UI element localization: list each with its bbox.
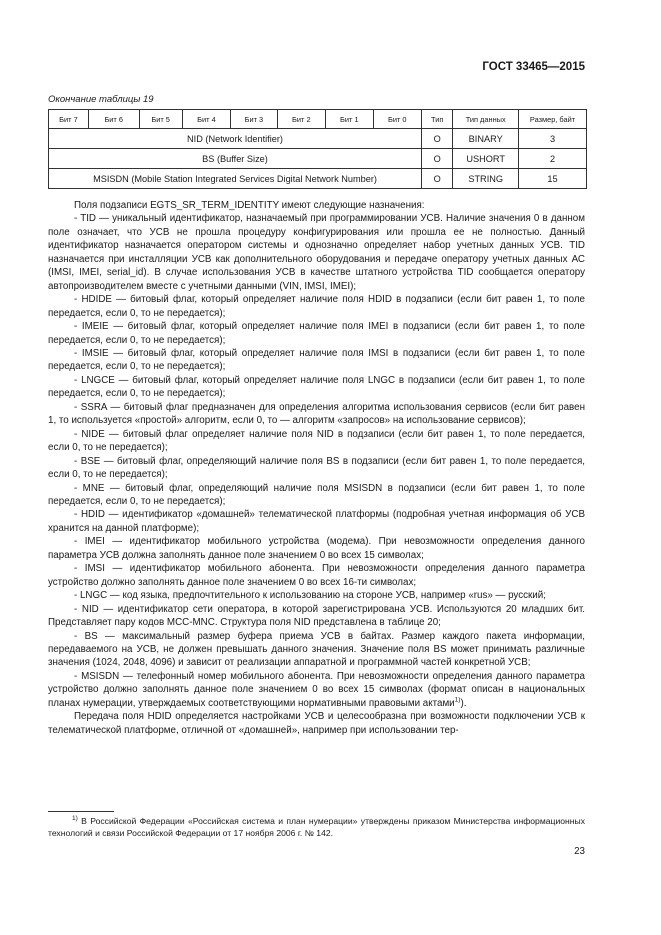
col-header: Бит 0 — [373, 110, 422, 129]
footnote-mark: 1) — [72, 815, 78, 823]
col-header: Бит 2 — [277, 110, 326, 129]
table-header-row — [49, 110, 587, 129]
paragraph: Поля подзаписи EGTS_SR_TERM_IDENTITY имеют следующие назначения: — [74, 200, 425, 211]
standard-header: ГОСТ 33465—2015 — [482, 61, 585, 73]
body-text — [48, 199, 585, 737]
paragraph: - SSRA — битовый флаг предназначен для определения алгоритма использования сервисов (если бит равен 1, то используется «простой» алгоритм, если 0, то — алгоритм «запросов» на использование сервисов); — [48, 401, 585, 427]
col-header: Бит 1 — [326, 110, 373, 129]
table-row — [49, 169, 587, 189]
col-header: Тип — [422, 110, 453, 129]
col-header: Бит 4 — [182, 110, 231, 129]
col-header: Бит 6 — [88, 110, 139, 129]
col-header: Бит 3 — [231, 110, 277, 129]
paragraph: - MNE — битовый флаг, определяющий наличие поля MSISDN в подзаписи (если бит равен 1, то поле передается, если 0, то не передается); — [48, 482, 585, 507]
footnote-text: В Российской Федерации «Российская система и план нумерации» утверждены приказом Министерства информационных технологий и связи Российской Федерации от 17 ноября 2006 г. № 142. — [48, 816, 585, 838]
paragraph: - IMSIE — битовый флаг, который определяет наличие поля IMSI в подзаписи (если бит равен 1, то поле передается, если 0, то не передается); — [48, 347, 585, 373]
paragraph: - TID — уникальный идентификатор, назначаемый при программировании УСВ. Наличие значения 0 в данном поле означает, что УСВ не прошла процедуру конфигурирования или прошла ее не полностью. Данный идентификатор назначается оператором системы и однозначно определяет набор учетных данных УСВ. TID назначается при инсталляции УСВ как дополнительного оборудования и передаче оператору учетных данных АС (IMSI, IMEI, serial_id). В случае использования УСВ в качестве штатного устройства TID сообщается оператору автопроизводителем вместе с учетными данными (VIN, IMSI, IMEI); — [48, 213, 585, 292]
field-data-type: STRING — [453, 169, 519, 189]
paragraph: - LNGCE — битовый флаг, который определяет наличие поля LNGC в подзаписи (если бит равен 1, то поле передается, если 0, то не передается); — [48, 374, 585, 400]
field-size: 2 — [519, 149, 587, 169]
table-caption: Окончание таблицы 19 — [48, 94, 154, 105]
field-type: O — [422, 149, 453, 169]
paragraph: - HDIDE — битовый флаг, который определяет наличие поля HDID в подзаписи (если бит равен 1, то поле передается, если 0, то не передается); — [48, 294, 585, 319]
paragraph: - IMSI — идентификатор мобильного абонента. При невозможности определения данного параметра устройство должно заполнять данное поле значением 0 во всех 16-ти символах; — [48, 563, 585, 588]
paragraph: - BSE — битовый флаг, определяющий наличие поля BS в подзаписи (если бит равен 1, то поле передается, если 0, то не передается); — [48, 455, 585, 481]
field-name: NID (Network Identifier) — [49, 129, 422, 149]
field-data-type: USHORT — [453, 149, 519, 169]
paragraph: - NID — идентификатор сети оператора, в которой зарегистрирована УСВ. Используются 20 младших бит. Представляет пару кодов MCC-MNC. Структура поля NID представлена в таблице 20; — [48, 603, 585, 629]
col-header: Бит 5 — [139, 110, 182, 129]
paragraph: - NIDE — битовый флаг определяет наличие поля NID в подзаписи (если бит равен 1, то поле передается, если 0, то не передается); — [48, 428, 585, 454]
field-size: 3 — [519, 129, 587, 149]
page-number: 23 — [574, 846, 585, 857]
paragraph: - IMEIE — битовый флаг, который определяет наличие поля IMEI в подзаписи (если бит равен 1, то поле передается, если 0, то не передается); — [48, 321, 585, 346]
footnote — [48, 815, 585, 839]
field-type: O — [422, 169, 453, 189]
paragraph-with-footnote — [48, 670, 585, 710]
field-size: 15 — [519, 169, 587, 189]
paragraph: - BS — максимальный размер буфера приема УСВ в байтах. Размер каждого пакета информации, передаваемого на УСВ, не должен превышать данного значения. Значение поля BS может принимать различные значения (1024, 2048, 4096) и зависит от реализации аппаратной и программной частей конкретной УСВ; — [48, 630, 585, 669]
col-header: Размер, байт — [519, 110, 587, 129]
paragraph-text: - MSISDN — телефонный номер мобильного абонента. При невозможности определения данного параметра устройство должно заполнять данное поле значением 0 во всех 15 символах (формат описан в национальных планах нумерации, утверждаемых соответствующими нормативными правовыми актами — [48, 670, 585, 709]
paragraph: - LNGC — код языка, предпочтительного к использованию на стороне УСВ, например «rus» — русский; — [74, 590, 546, 602]
paragraph: - IMEI — идентификатор мобильного устройства (модема). При невозможности определения данного параметра УСВ должна заполнять данное поле значением 0 во всех 15 символах; — [48, 536, 585, 561]
paragraph-tail: ). — [460, 697, 467, 709]
paragraph: - HDID — идентификатор «домашней» телематической платформы (подробная учетная информация об УСВ хранится на данной платформе); — [48, 509, 585, 534]
paragraph: Передача поля HDID определяется настройками УСВ и целесообразна при возможности подключении УСВ к телематической платформе, отличной от «домашней», например при использовании тер- — [48, 711, 585, 736]
col-header: Бит 7 — [49, 110, 89, 129]
field-name: MSISDN (Mobile Station Integrated Services Digital Network Number) — [49, 169, 422, 189]
footnote-divider — [48, 811, 114, 812]
field-type: O — [422, 129, 453, 149]
field-data-type: BINARY — [453, 129, 519, 149]
field-name: BS (Buffer Size) — [49, 149, 422, 169]
footnote-ref: 1) — [454, 696, 461, 704]
col-header: Тип данных — [453, 110, 519, 129]
table-row — [49, 149, 587, 169]
table-row — [49, 129, 587, 149]
table-19 — [48, 109, 587, 189]
